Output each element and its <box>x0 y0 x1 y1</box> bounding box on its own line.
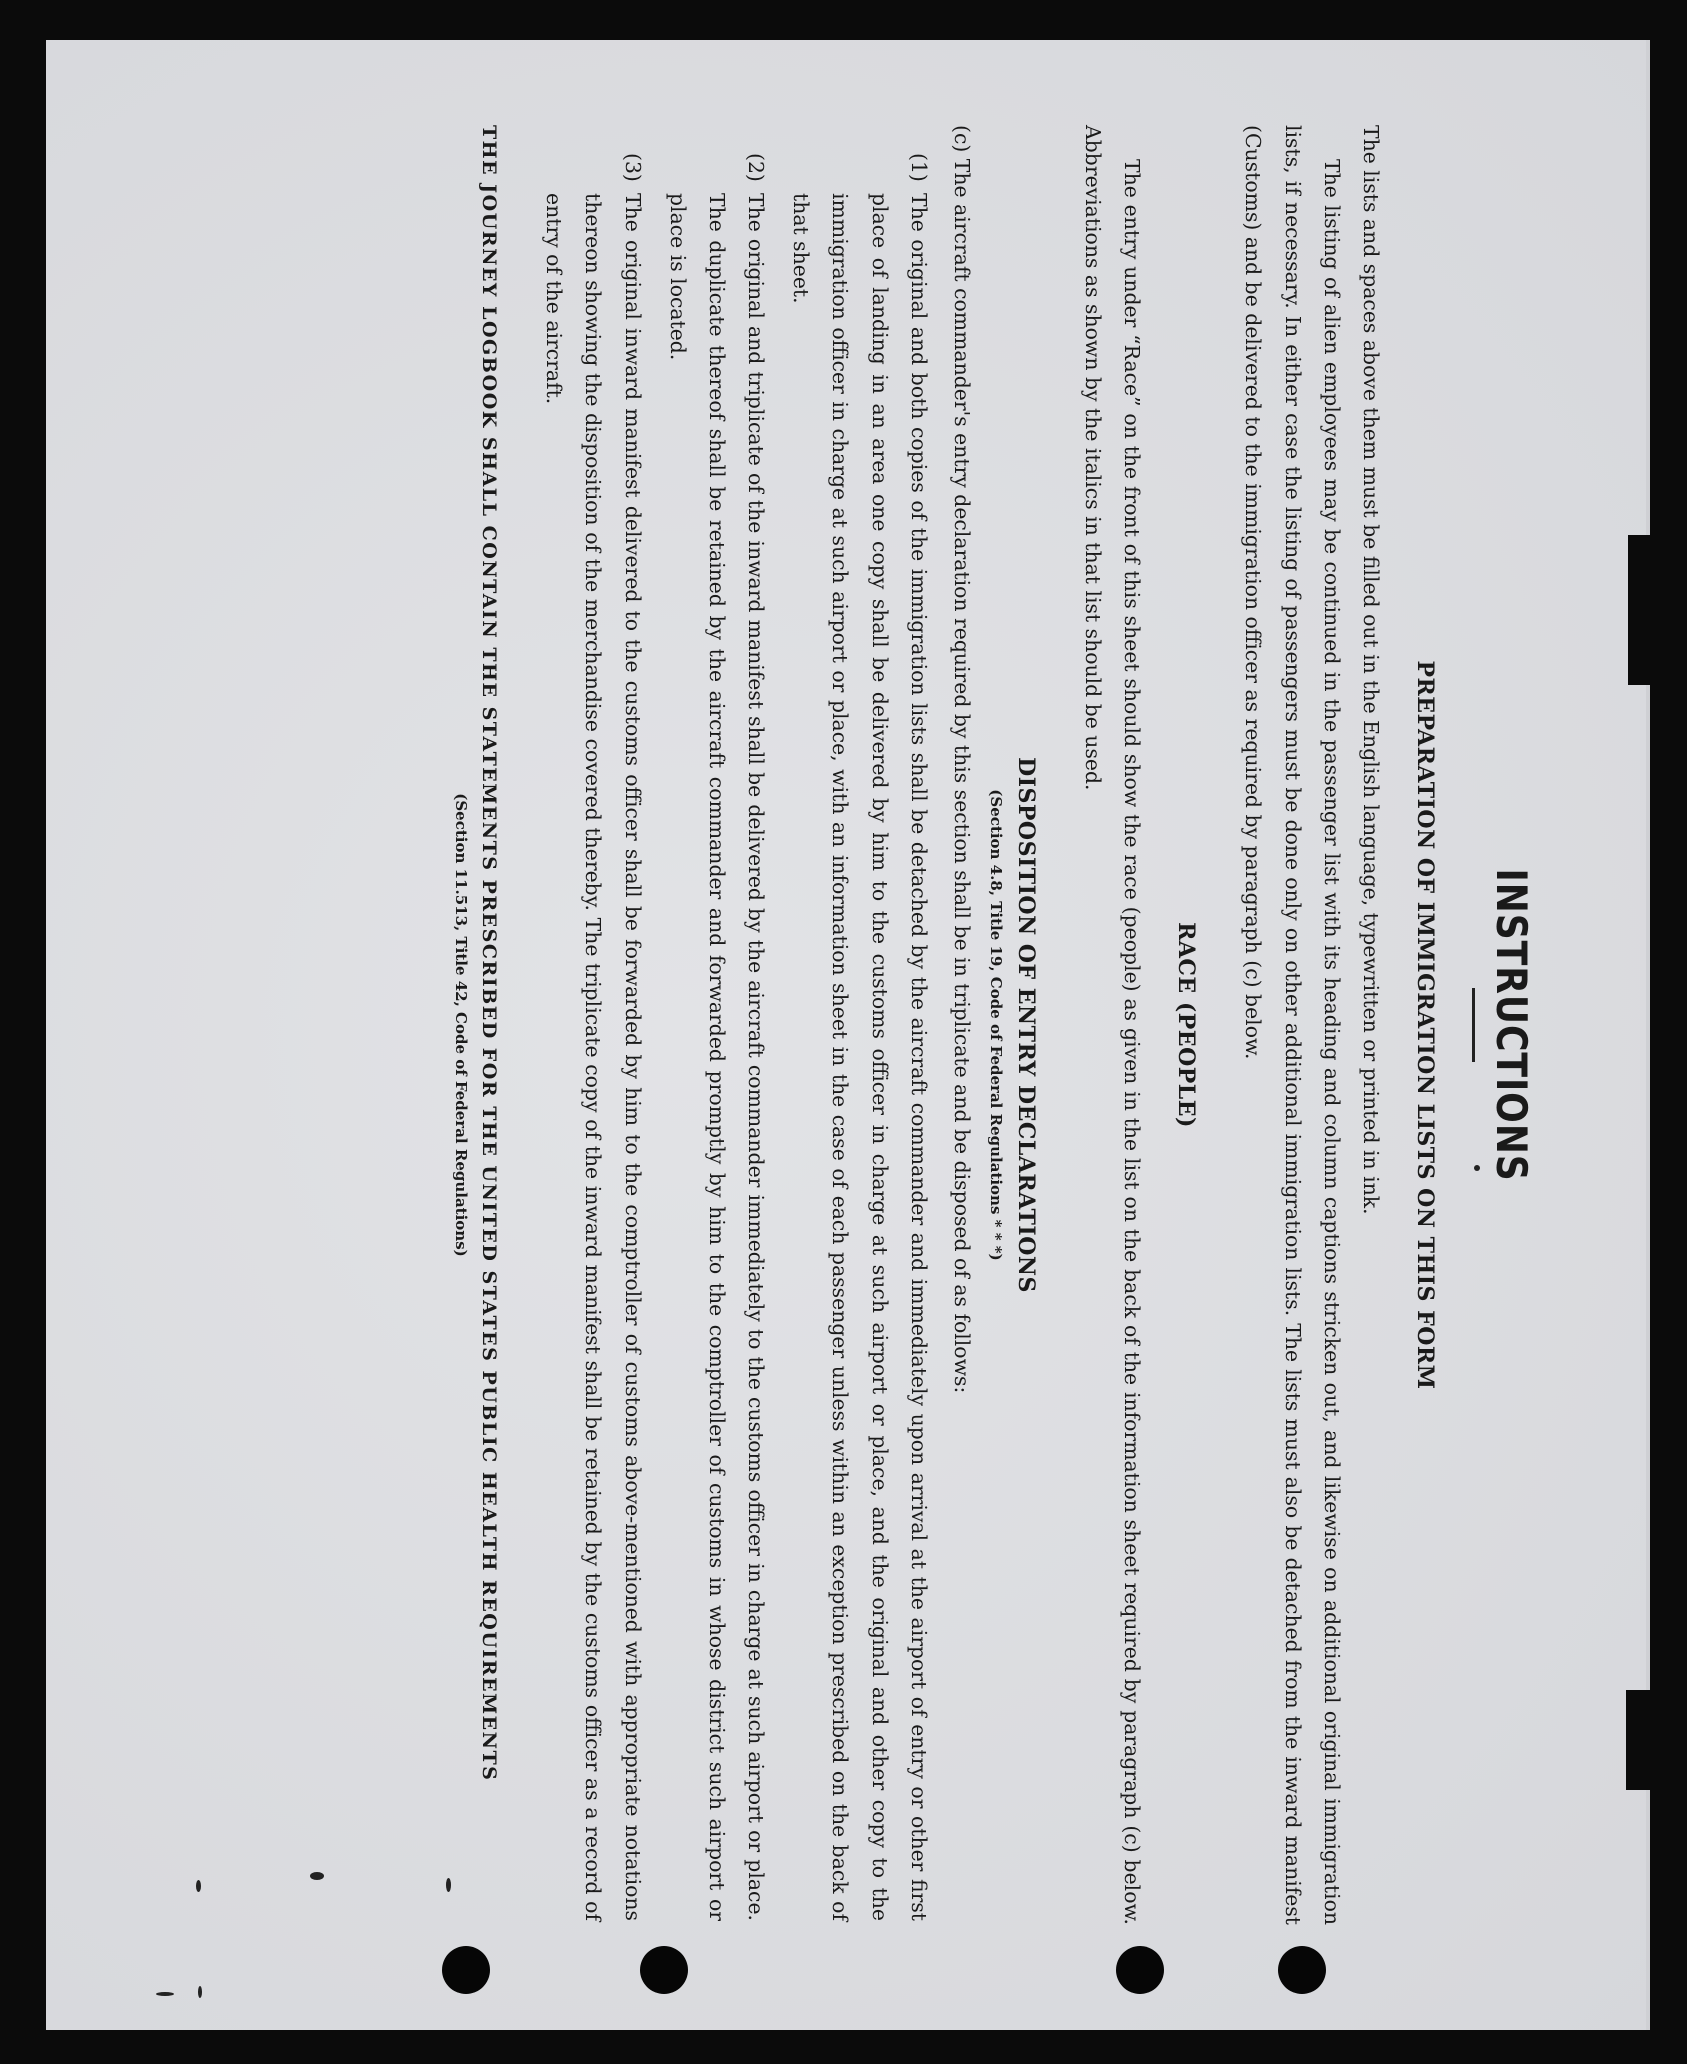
instructions-text-block <box>160 105 1540 1945</box>
punch-hole-3 <box>640 1946 688 1994</box>
edge-notch-upper <box>1628 535 1650 685</box>
preparation-paragraph-1: The lists and spaces above them must be filled out in the English language, typewritten or printed in ink. <box>1359 125 1383 1215</box>
punch-hole-1 <box>1278 1946 1326 1994</box>
list-item <box>781 153 938 1925</box>
list-item-text: The original inward manifest delivered to the customs officer shall be forwarded by him to the comptroller of customs above-mentioned with appropriate notations thereon showing the disposition of the merchandise covered thereby. The triplicate copy of the inward manifest shall be retained by the customs officer as a record of entry of the aircraft. <box>542 193 645 1921</box>
list-item-text: The original and both copies of the immigration lists shall be detached by the aircraft commander and immediately upon arrival at the airport of entry or other first place of landing in an area one copy shall be delivered by him to the customs officer in charge at such airport or place, and the original and other copy to the immigration officer in charge at such airport or place, with an information sheet in the case of each passenger unless within an exception prescribed on the back of that sheet. <box>789 193 931 1921</box>
edge-notch-lower <box>1626 1690 1650 1790</box>
footer-statement: THE JOURNEY LOGBOOK SHALL CONTAIN THE STATEMENTS PRESCRIBED FOR THE UNITED STATES PUBLIC HEALTH REQUIREMENTS <box>478 125 501 1782</box>
speck <box>156 1992 174 1996</box>
punch-hole-2 <box>1116 1946 1164 1994</box>
list-item-number: (3) <box>620 153 645 182</box>
list-item-number: (2) <box>744 153 769 182</box>
list-item-number: (1) <box>906 153 931 182</box>
speck <box>198 1986 202 1998</box>
title-rule <box>1472 988 1475 1062</box>
race-paragraph: The entry under “Race” on the front of this sheet should show the race (people) as given in the list on the back of the information sheet required by paragraph (c) below. Abbreviations as shown by the italics in that list should be used. <box>1081 125 1145 1925</box>
disposition-citation: (Section 4.8, Title 19, Code of Federal Regulations * * *) <box>986 789 1005 1261</box>
punch-hole-4 <box>442 1946 490 1994</box>
list-item <box>658 153 776 1925</box>
list-item-text: The original and triplicate of the inward manifest shall be delivered by the aircraft commander immediately to the customs officer in charge at such airport or place. The duplicate thereof shall be retained by the aircraft commander and forwarded promptly by him to the comptroller of customs in whose district such airport or place is located. <box>665 193 769 1921</box>
list-item <box>534 153 652 1925</box>
race-heading: RACE (PEOPLE) <box>1173 922 1200 1128</box>
disposition-intro: (c) The aircraft commander's entry declaration required by this section shall be in triplicate and be disposed of as follows: <box>949 125 974 1394</box>
preparation-heading: PREPARATION OF IMMIGRATION LISTS ON THIS FORM <box>1412 660 1438 1390</box>
page-title: INSTRUCTIONS <box>1487 868 1536 1182</box>
disposition-heading: DISPOSITION OF ENTRY DECLARATIONS <box>1012 757 1039 1293</box>
preparation-paragraph-2: The listing of alien employees may be continued in the passenger list with its heading and column captions stricken out, and likewise on additional original immigration lists, if necessary. In either case the listing of passengers must be done only on other additional immigration lists. The lists must also be detached from the inward manifest (Customs) and be delivered to the immigration officer as required by paragraph (c) below. <box>1241 125 1344 1925</box>
footer-citation: (Section 11.513, Title 42, Code of Federal Regulations) <box>452 793 471 1257</box>
